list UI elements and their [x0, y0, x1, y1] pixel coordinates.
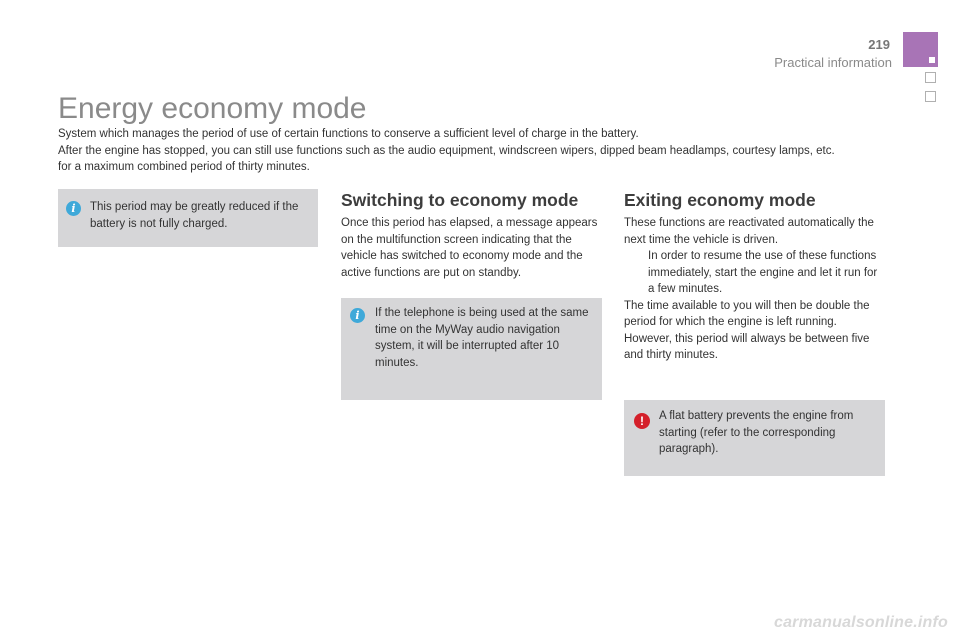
exiting-paragraph: These functions are reactivated automatically the next time the vehicle is driven.	[624, 217, 874, 246]
info-icon: i	[350, 308, 365, 323]
tab-marker	[929, 57, 935, 63]
page-number: 219	[868, 37, 890, 52]
exiting-heading: Exiting economy mode	[624, 190, 816, 210]
switching-heading: Switching to economy mode	[341, 190, 579, 210]
exiting-bullet-text: In order to resume the use of these functions immediately, start the engine and let it run for a few minutes.	[648, 250, 878, 295]
intro-paragraph: After the engine has stopped, you can still use functions such as the audio equipment, windscreen wipers, dipped beam headlamps, courtesy lamps, etc. for a maximum combined period of thirty minutes.	[58, 144, 835, 173]
watermark: carmanualsonline.info	[773, 614, 948, 631]
exiting-bullet	[624, 248, 886, 298]
battery-note	[58, 189, 318, 247]
flat-battery-warning-text: A flat battery prevents the engine from starting (refer to the corresponding paragraph).	[659, 410, 854, 455]
battery-note-text: This period may be greatly reduced if the battery is not fully charged.	[90, 201, 299, 230]
exiting-body	[624, 215, 886, 364]
intro-text	[58, 126, 848, 176]
intro-paragraph: System which manages the period of use of certain functions to conserve a sufficient level of charge in the battery.	[58, 128, 639, 140]
telephone-note	[341, 298, 602, 400]
chapter-tab-empty	[925, 91, 936, 102]
exiting-paragraph: The time available to you will then be double the period for which the engine is left running. However, this period will always be between five and thirty minutes.	[624, 299, 870, 361]
section-title: Practical information	[774, 55, 892, 70]
chapter-tab	[903, 32, 938, 67]
warning-icon: !	[634, 413, 650, 429]
switching-body: Once this period has elapsed, a message appears on the multifunction screen indicating that the vehicle has switched to economy mode and the active functions are put on standby.	[341, 217, 598, 279]
chapter-tab-empty	[925, 72, 936, 83]
page-title: Energy economy mode	[58, 92, 367, 125]
info-icon: i	[66, 201, 81, 216]
flat-battery-warning	[624, 400, 885, 476]
telephone-note-text: If the telephone is being used at the same time on the MyWay audio navigation system, it will be interrupted after 10 minutes.	[375, 307, 589, 369]
